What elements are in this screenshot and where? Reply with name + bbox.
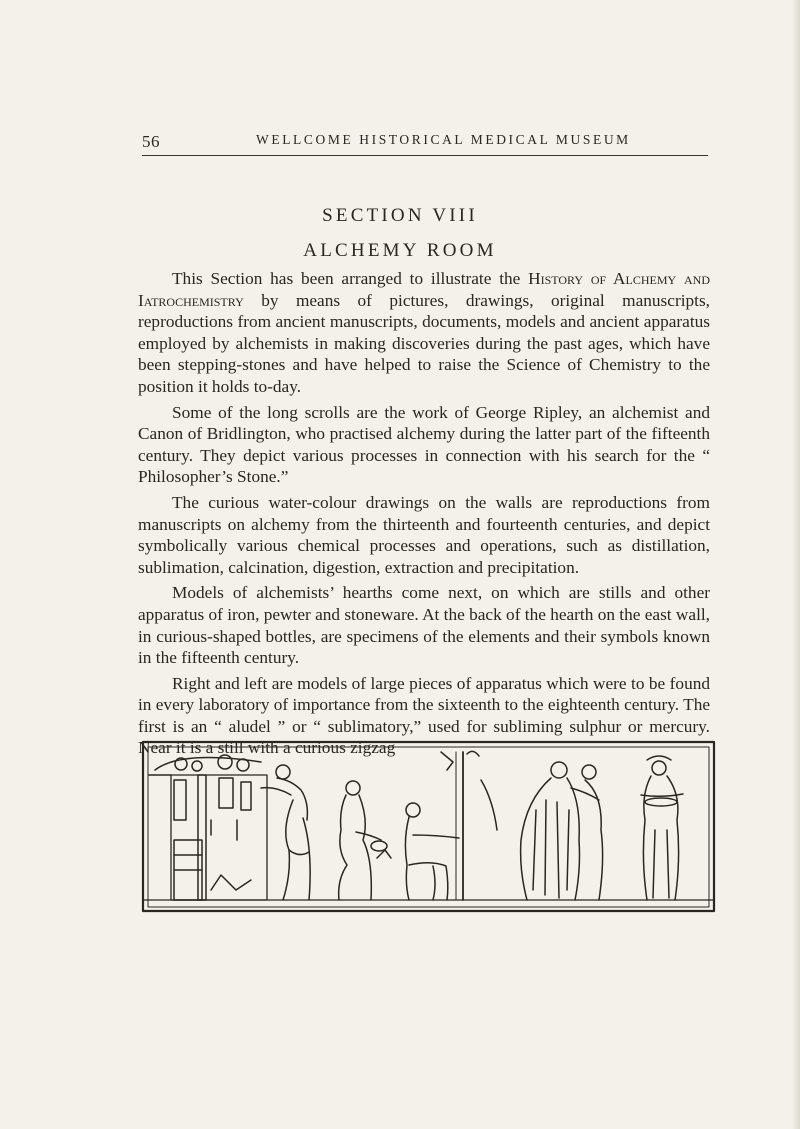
body-text: [138, 268, 710, 763]
page-edge-shadow: [792, 0, 800, 1129]
figure-seated-man-with-staff: [405, 751, 479, 900]
figure-draped-pair: [481, 762, 603, 900]
paragraph-1: This Section has been arranged to illustrate the History of Alchemy and Iatrochemistry by means of pictures, drawings, original manuscripts, reproductions from ancient manuscripts, documents, models and ancient apparatus employed by alchemists in making discoveries during the past ages, which have been stepping-stones and have helped to raise the Science of Chemistry to the position it holds to-day.: [138, 269, 710, 396]
paragraph-5: Right and left are models of large pieces of apparatus which were to be found in every laboratory of importance from the sixteenth to the eighteenth century. The first is an “ aludel ” or “ sublimatory,” used for subliming sulphur or mercury. Near it is a still with a curious zigzag: [138, 673, 711, 758]
alchemy-frieze-illustration: [141, 740, 716, 913]
small-caps-phrase: History of Alchemy and Iatrochemistry: [138, 269, 710, 310]
frieze-inner-frame: [148, 747, 709, 907]
frieze-svg: [141, 740, 716, 913]
page-header: [142, 128, 708, 158]
paragraph-3: The curious water-colour drawings on the walls are reproductions from manuscripts on alchemy from the thirteenth and fourteenth centuries, and depict symbolically various chemical processes and operations, such as distillation, sublimation, calcination, digestion, extraction and precipitation.: [138, 492, 710, 577]
figure-standing-robed: [641, 756, 683, 900]
paragraph-2: Some of the long scrolls are the work of George Ripley, an alchemist and Canon of Bridlington, who practised alchemy during the latter part of the fifteenth century. They depict various processes in connection with his search for the “ Philosopher’s Stone.”: [138, 402, 710, 487]
section-title: SECTION VIII: [322, 205, 478, 226]
running-head: WELLCOME HISTORICAL MEDICAL MUSEUM: [256, 132, 631, 147]
figure-kneeling-woman: [339, 781, 391, 900]
figure-bending-alchemist: [261, 765, 310, 900]
hearth-structure: [149, 755, 267, 900]
paragraph-4: Models of alchemists’ hearths come next, on which are stills and other apparatus of iron, pewter and stoneware. At the back of the hearth on the east wall, in curious-shaped bottles, are specimens of the elements and their symbols known in the fifteenth century.: [138, 583, 710, 668]
room-title: ALCHEMY ROOM: [303, 240, 497, 261]
header-rule: [142, 155, 708, 156]
page-number: 56: [142, 132, 160, 151]
